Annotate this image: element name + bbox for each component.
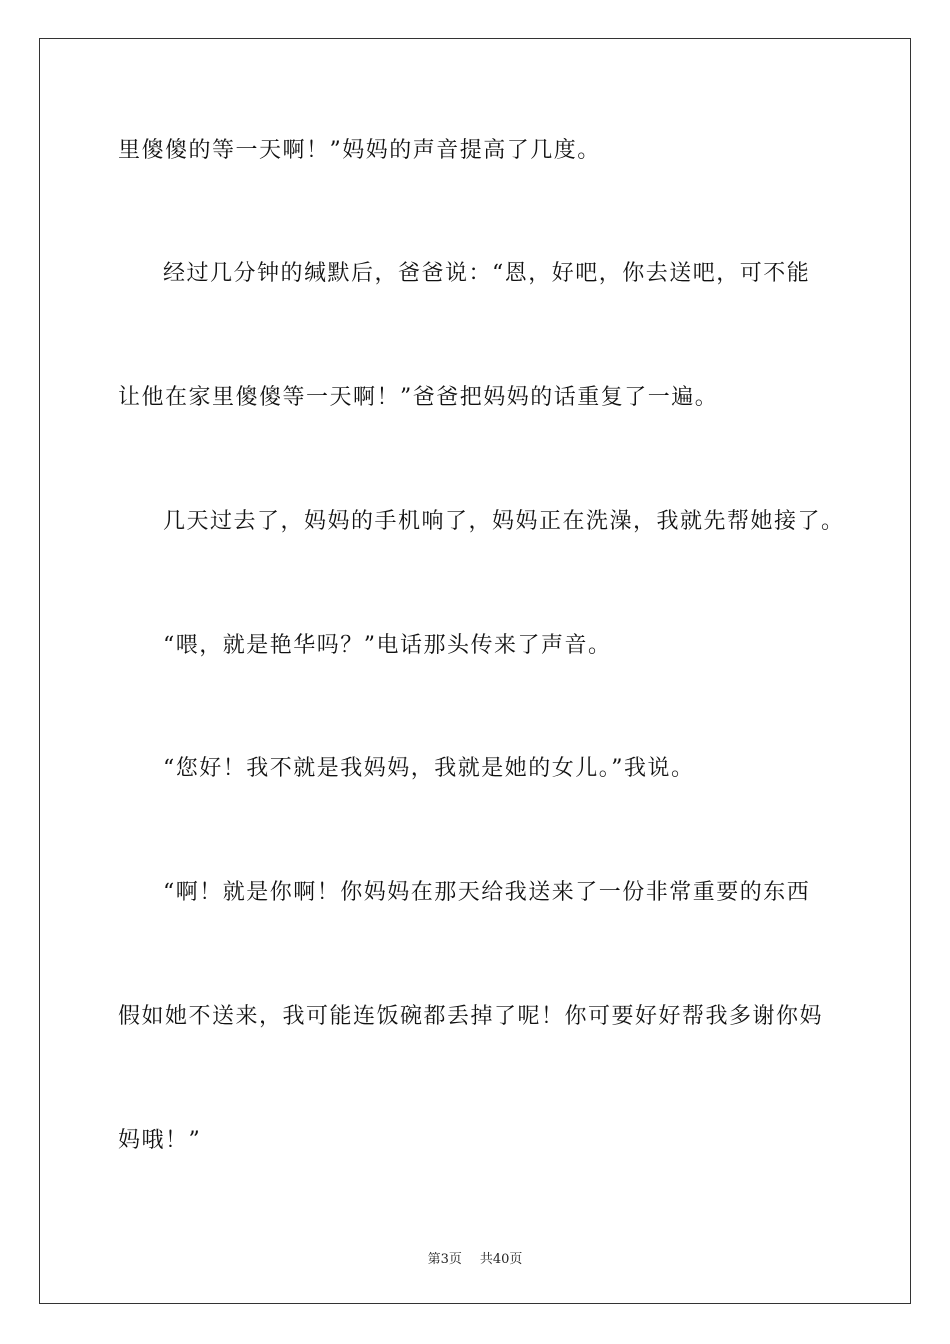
paragraph-line-7: “啊！就是你啊！你妈妈在那天给我送来了一份非常重要的东西 bbox=[163, 880, 811, 905]
page-number: 第3页 bbox=[427, 1252, 462, 1267]
paragraph-line-4: 几天过去了，妈妈的手机响了，妈妈正在洗澡，我就先帮她接了。 bbox=[163, 509, 845, 534]
page-footer bbox=[0, 1248, 950, 1267]
paragraph-line-5: “喂，就是艳华吗？”电话那头传来了声音。 bbox=[163, 633, 612, 658]
paragraph-line-8: 假如她不送来，我可能连饭碗都丢掉了呢！你可要好好帮我多谢你妈 bbox=[118, 1004, 824, 1029]
paragraph-line-6: “您好！我不就是我妈妈，我就是她的女儿。”我说。 bbox=[163, 756, 695, 781]
page-border bbox=[39, 38, 911, 1304]
paragraph-line-3: 让他在家里傻傻等一天啊！”爸爸把妈妈的话重复了一遍。 bbox=[118, 385, 719, 410]
paragraph-line-2: 经过几分钟的缄默后，爸爸说：“恩，好吧，你去送吧，可不能 bbox=[163, 261, 811, 286]
page-total: 共40页 bbox=[479, 1252, 523, 1267]
paragraph-line-9: 妈哦！” bbox=[118, 1128, 202, 1153]
paragraph-line-1: 里傻傻的等一天啊！”妈妈的声音提高了几度。 bbox=[118, 138, 601, 163]
